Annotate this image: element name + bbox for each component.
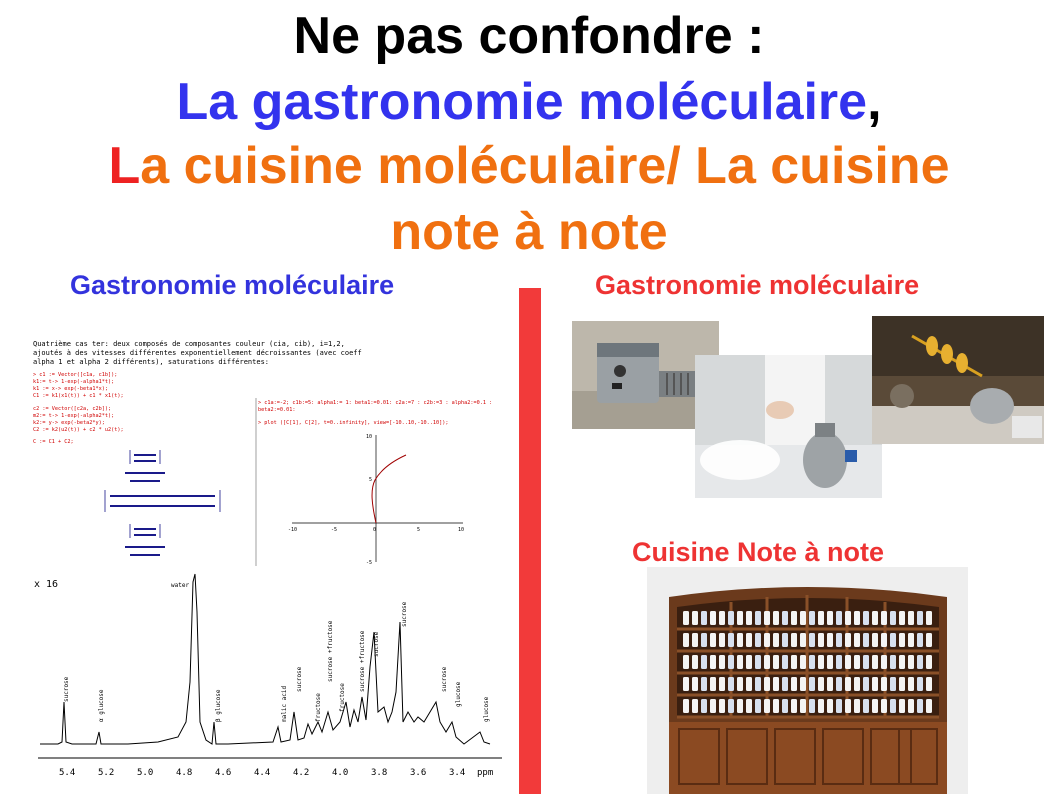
apothecary-jar <box>719 677 725 691</box>
title-comma: , <box>867 73 882 131</box>
apothecary-jar <box>926 677 932 691</box>
title-cuisine-rest: a cuisine moléculaire/ La cuisine <box>140 137 950 195</box>
apothecary-jar <box>809 611 815 625</box>
apothecary-jar <box>890 677 896 691</box>
apothecary-jar <box>863 655 869 669</box>
apothecary-jar <box>908 655 914 669</box>
title-gastronomie: La gastronomie moléculaire <box>176 73 868 131</box>
apothecary-jar <box>755 633 761 647</box>
apothecary-jar <box>692 611 698 625</box>
apothecary-jar <box>890 655 896 669</box>
nmr-tick: 4.6 <box>215 768 232 778</box>
maple-right-3: > plot ([C[1], C[2], t=0..infinity], view=[-10..10,-10..10]); <box>258 420 449 426</box>
apothecary-jar <box>791 655 797 669</box>
apothecary-jar <box>917 699 923 713</box>
maple-tick: 5 <box>369 477 373 483</box>
apothecary-jar <box>800 611 806 625</box>
apothecary-jar <box>773 699 779 713</box>
apothecary-jar <box>899 633 905 647</box>
right-heading: Gastronomie moléculaire <box>595 270 920 300</box>
apothecary-jar <box>683 611 689 625</box>
apothecary-jar <box>710 655 716 669</box>
apothecary-jar <box>710 699 716 713</box>
apothecary-jar <box>917 611 923 625</box>
nmr-scale-label: x 16 <box>34 579 59 590</box>
apothecary-jar <box>818 677 824 691</box>
apothecary-jar <box>908 633 914 647</box>
apothecary-jar <box>872 677 878 691</box>
nmr-peak-label: water <box>171 582 190 589</box>
title-line-3 <box>0 134 1058 198</box>
nmr-peak-labels <box>63 582 490 722</box>
apothecary-jar <box>845 611 851 625</box>
apothecary-jar <box>890 699 896 713</box>
apothecary-jar <box>764 655 770 669</box>
maple-code-6: m2:= t-> 1-exp(-alpha2*t); <box>33 413 115 419</box>
apothecary-jar <box>773 677 779 691</box>
nmr-peak-label: sucrose <box>373 631 380 657</box>
apothecary-jar <box>899 677 905 691</box>
apothecary-jar <box>926 611 932 625</box>
maple-code-8: C2 := k2(u2(t)) + c2 * u2(t); <box>33 427 124 433</box>
nmr-peak-label: sucrose +fructose <box>359 630 366 692</box>
apothecary-jar <box>710 677 716 691</box>
apothecary-jar <box>692 677 698 691</box>
maple-desc-3: alpha 1 et alpha 2 différents), saturations différentes: <box>33 358 270 366</box>
apothecary-jar <box>818 655 824 669</box>
apothecary-jar <box>755 699 761 713</box>
apothecary-jar <box>845 699 851 713</box>
apothecary-jar <box>746 611 752 625</box>
apothecary-jar <box>782 677 788 691</box>
apothecary-jar <box>773 611 779 625</box>
apothecary-jar <box>800 699 806 713</box>
apothecary-jar <box>728 655 734 669</box>
apothecary-jar <box>908 699 914 713</box>
apothecary-jar <box>746 633 752 647</box>
maple-code-3: k1 := x-> exp(-beta1*x); <box>33 386 108 392</box>
apothecary-jar <box>701 611 707 625</box>
apothecary-jar <box>872 655 878 669</box>
nmr-tick: ppm <box>477 768 494 778</box>
nmr-peak-label: sucrose +fructose <box>327 620 334 682</box>
apothecary-jar <box>881 633 887 647</box>
apothecary-jar <box>854 655 860 669</box>
maple-tick: 10 <box>366 434 373 440</box>
apothecary-jar <box>881 699 887 713</box>
apothecary-jar <box>737 699 743 713</box>
apothecary-jar <box>737 677 743 691</box>
apothecary-jar <box>701 633 707 647</box>
apothecary-jar <box>791 611 797 625</box>
nmr-peak-label: sucrose <box>401 601 408 627</box>
apothecary-jar <box>692 655 698 669</box>
distillation-apparatus-photo <box>872 316 1044 444</box>
apothecary-jar <box>836 655 842 669</box>
apothecary-jar <box>800 677 806 691</box>
divider-bar <box>519 288 541 794</box>
apothecary-jar <box>728 699 734 713</box>
nmr-trace <box>40 574 490 744</box>
apothecary-jar <box>926 699 932 713</box>
apothecary-jar <box>746 699 752 713</box>
nmr-tick: 4.4 <box>254 768 271 778</box>
maple-code-2: k1:= t-> 1-exp(-alpha1*t); <box>33 379 115 385</box>
apothecary-jar <box>782 699 788 713</box>
maple-tick: 0 <box>373 527 377 533</box>
apothecary-jar <box>836 611 842 625</box>
apothecary-jar <box>899 699 905 713</box>
title-line-4: note à note <box>390 203 668 261</box>
apothecary-jar <box>764 677 770 691</box>
apothecary-jar <box>701 677 707 691</box>
maple-right-2: beta2:=0.01: <box>258 407 296 413</box>
apothecary-jar <box>710 633 716 647</box>
apothecary-jar <box>836 677 842 691</box>
maple-code-5: c2 := Vector([c2a, c2b]); <box>33 406 112 412</box>
apothecary-jar <box>818 633 824 647</box>
apothecary-jar <box>782 611 788 625</box>
nmr-peak-label: sucrose <box>441 666 448 692</box>
apothecary-jar <box>818 699 824 713</box>
apothecary-jar <box>683 655 689 669</box>
maple-tick: -5 <box>366 560 373 566</box>
apothecary-jar <box>836 699 842 713</box>
apothecary-jar <box>872 699 878 713</box>
apothecary-jar <box>701 655 707 669</box>
nmr-peak-label: sucrose <box>63 676 70 702</box>
apothecary-jar <box>728 633 734 647</box>
apothecary-jar <box>881 611 887 625</box>
apothecary-jar <box>881 655 887 669</box>
nmr-tick: 5.2 <box>98 768 115 778</box>
apothecary-jar <box>872 611 878 625</box>
nmr-peak-label: fructose <box>315 693 322 722</box>
apothecary-jar <box>683 633 689 647</box>
nmr-tick: 5.4 <box>59 768 76 778</box>
apothecary-jar <box>737 655 743 669</box>
nmr-tick: 4.2 <box>293 768 310 778</box>
nmr-peak-label: glucose <box>483 696 490 722</box>
maple-tick: 5 <box>417 527 421 533</box>
maple-code-4: C1 := k1(x1(t)) + c1 * x1(t); <box>33 393 124 399</box>
apothecary-jar <box>800 633 806 647</box>
maple-math-output <box>105 450 220 538</box>
apothecary-jar <box>710 611 716 625</box>
apothecary-jar <box>827 633 833 647</box>
apothecary-jar <box>863 611 869 625</box>
apothecary-jar <box>809 677 815 691</box>
apothecary-jar <box>917 633 923 647</box>
apothecary-jar <box>773 655 779 669</box>
apothecary-jar <box>719 633 725 647</box>
maple-desc-2: ajoutés à des vitesses différentes exponentiellement décroissantes (avec coeff <box>33 349 362 357</box>
maple-worksheet <box>30 340 500 566</box>
maple-tick: -5 <box>331 527 338 533</box>
nmr-tick: 3.6 <box>410 768 427 778</box>
apothecary-jar <box>719 611 725 625</box>
apothecary-jar <box>764 611 770 625</box>
apothecary-jar <box>872 633 878 647</box>
apothecary-jar <box>926 633 932 647</box>
apothecary-jar <box>881 677 887 691</box>
apothecary-jar <box>863 677 869 691</box>
apothecary-jar <box>683 677 689 691</box>
nmr-spectrum <box>28 572 512 794</box>
apothecary-jar <box>683 699 689 713</box>
apothecary-jar <box>908 611 914 625</box>
apothecary-jar <box>719 699 725 713</box>
apothecary-jar <box>782 633 788 647</box>
apothecary-jar <box>755 677 761 691</box>
apothecary-jar <box>827 699 833 713</box>
apothecary-jar <box>854 699 860 713</box>
nmr-tick: 5.0 <box>137 768 154 778</box>
title-cuisine-first-letter: L <box>108 137 141 195</box>
nmr-tick: 3.4 <box>449 768 466 778</box>
left-heading: Gastronomie moléculaire <box>70 270 395 300</box>
apothecary-jar <box>827 611 833 625</box>
apothecary-jar <box>926 655 932 669</box>
apothecary-jar <box>746 655 752 669</box>
apothecary-jar <box>746 677 752 691</box>
apothecary-jar <box>791 633 797 647</box>
apothecary-jar <box>701 699 707 713</box>
nmr-peak-label: sucrose <box>296 666 303 692</box>
apothecary-jar <box>737 611 743 625</box>
apothecary-jar <box>854 633 860 647</box>
apothecary-jar <box>755 655 761 669</box>
maple-desc-1: Quatrième cas ter: deux composés de composantes couleur (cia, cib), i=1,2, <box>33 340 345 348</box>
apothecary-jar <box>854 677 860 691</box>
apothecary-jar <box>692 633 698 647</box>
apothecary-jar <box>791 677 797 691</box>
nmr-tick: 4.8 <box>176 768 193 778</box>
nmr-peak-label: glucose <box>455 681 462 707</box>
apothecary-jar <box>845 677 851 691</box>
apothecary-jar <box>827 677 833 691</box>
maple-plot <box>288 434 464 566</box>
apothecary-jar <box>863 699 869 713</box>
apothecary-jar <box>827 655 833 669</box>
apothecary-jar <box>728 677 734 691</box>
nmr-peak-label: fructose <box>339 683 346 712</box>
maple-code-9: C := C1 + C2; <box>33 439 74 445</box>
apothecary-jar <box>773 633 779 647</box>
apothecary-jar <box>782 655 788 669</box>
apothecary-jar <box>764 699 770 713</box>
apothecary-jar <box>899 611 905 625</box>
liquid-nitrogen-lab-photo <box>695 355 882 498</box>
nmr-tick: 4.0 <box>332 768 349 778</box>
apothecary-jar <box>809 699 815 713</box>
apothecary-jar <box>917 677 923 691</box>
apothecary-jar <box>809 633 815 647</box>
apothecary-jar <box>818 611 824 625</box>
apothecary-jar <box>836 633 842 647</box>
apothecary-jar <box>890 633 896 647</box>
nmr-peak-label: malic acid <box>281 685 288 722</box>
apothecary-jar <box>890 611 896 625</box>
apothecary-jar <box>845 633 851 647</box>
apothecary-jar <box>737 633 743 647</box>
apothecary-jar <box>764 633 770 647</box>
apothecary-jar <box>854 611 860 625</box>
title-line-2 <box>0 70 1058 134</box>
apothecary-jar <box>755 611 761 625</box>
maple-code-1: > c1 := Vector([c1a, c1b]); <box>33 372 118 378</box>
cuisine-heading: Cuisine Note à note <box>632 537 885 567</box>
nmr-tick: 3.8 <box>371 768 388 778</box>
apothecary-jar <box>899 655 905 669</box>
maple-right-1: > c1a:=-2; c1b:=5: alpha1:= 1: beta1:=0.01: c2a:=7 : c2b:=3 : alpha2:=0.1 : <box>258 400 493 406</box>
nmr-peak-label: α glucose <box>98 689 105 722</box>
apothecary-jar <box>809 655 815 669</box>
apothecary-jar <box>800 655 806 669</box>
maple-tick: 10 <box>458 527 465 533</box>
apothecary-jar <box>692 699 698 713</box>
apothecary-jar <box>791 699 797 713</box>
apothecary-jar <box>917 655 923 669</box>
apothecary-jar <box>908 677 914 691</box>
title-line-1: Ne pas confondre : <box>293 7 765 65</box>
apothecary-jar <box>863 633 869 647</box>
apothecary-jar <box>845 655 851 669</box>
maple-tick: -10 <box>288 527 298 533</box>
apothecary-shelf-photo <box>647 567 968 794</box>
nmr-peak-label: β glucose <box>215 689 222 722</box>
apothecary-jar <box>719 655 725 669</box>
apothecary-jar <box>728 611 734 625</box>
maple-code-7: k2:= y-> exp(-beta2*y); <box>33 420 105 426</box>
